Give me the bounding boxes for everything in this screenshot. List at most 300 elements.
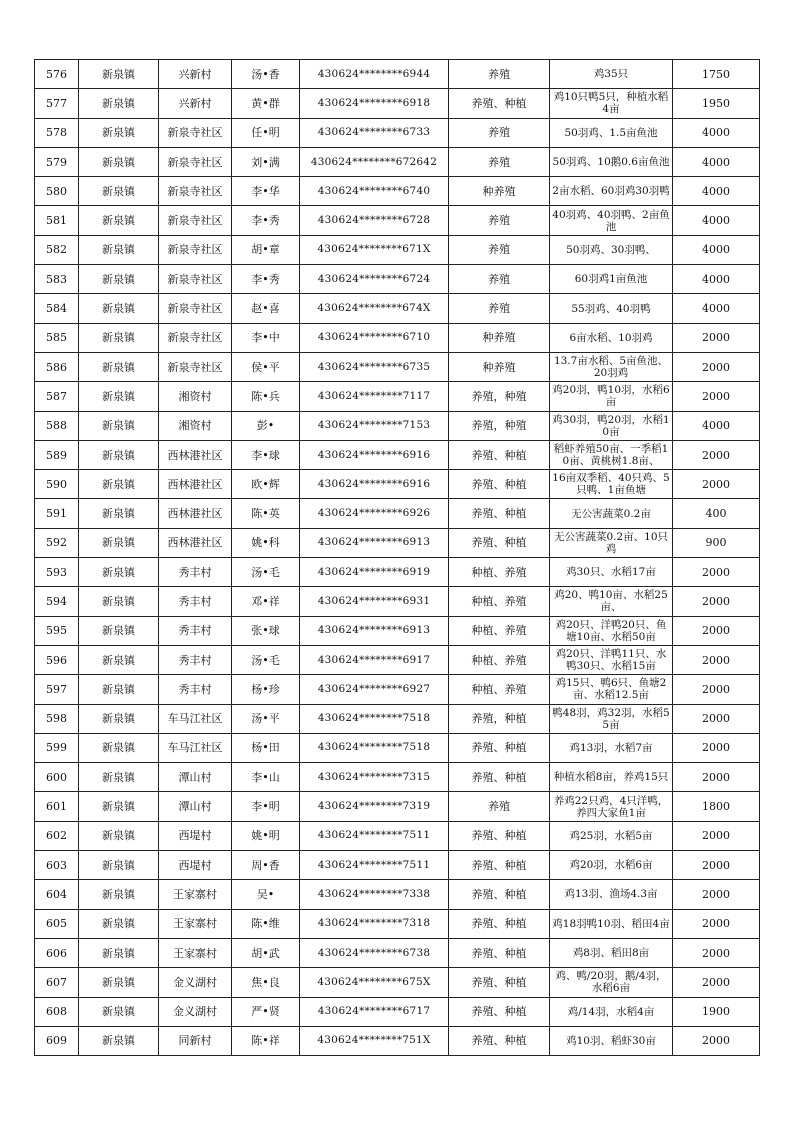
name-cell: 彭• bbox=[232, 411, 300, 440]
name-cell: 张•球 bbox=[232, 616, 300, 645]
row-number-cell: 597 bbox=[35, 675, 79, 704]
row-number-cell: 593 bbox=[35, 558, 79, 587]
type-cell: 养殖 bbox=[449, 792, 550, 821]
name-cell: 李•华 bbox=[232, 177, 300, 206]
type-cell: 种植、养殖 bbox=[449, 587, 550, 616]
amount-cell: 2000 bbox=[673, 909, 760, 938]
detail-cell: 鸡13羽、渔场4.3亩 bbox=[550, 880, 673, 909]
row-number-cell: 584 bbox=[35, 294, 79, 323]
name-cell: 姚•明 bbox=[232, 821, 300, 850]
row-number-cell: 586 bbox=[35, 352, 79, 381]
table-row bbox=[35, 177, 760, 206]
type-cell: 养殖 bbox=[449, 265, 550, 294]
row-number-cell: 594 bbox=[35, 587, 79, 616]
detail-cell: 55羽鸡、40羽鸭 bbox=[550, 294, 673, 323]
amount-cell: 4000 bbox=[673, 177, 760, 206]
type-cell: 养殖、种植 bbox=[449, 733, 550, 762]
type-cell: 养殖、种植 bbox=[449, 528, 550, 557]
name-cell: 李•秀 bbox=[232, 206, 300, 235]
village-cell: 新泉寺社区 bbox=[159, 235, 232, 264]
town-cell: 新泉镇 bbox=[79, 265, 159, 294]
amount-cell: 2000 bbox=[673, 382, 760, 411]
row-number-cell: 582 bbox=[35, 235, 79, 264]
village-cell: 新泉寺社区 bbox=[159, 118, 232, 147]
table-row bbox=[35, 558, 760, 587]
id-number-cell: 430624********672642 bbox=[300, 147, 449, 176]
type-cell: 养殖，种植 bbox=[449, 704, 550, 733]
detail-cell: 鸡20羽，水稻6亩 bbox=[550, 851, 673, 880]
row-number-cell: 608 bbox=[35, 997, 79, 1026]
id-number-cell: 430624********6724 bbox=[300, 265, 449, 294]
table-row bbox=[35, 997, 760, 1026]
id-number-cell: 430624********6740 bbox=[300, 177, 449, 206]
id-number-cell: 430624********6728 bbox=[300, 206, 449, 235]
name-cell: 周•香 bbox=[232, 851, 300, 880]
amount-cell: 2000 bbox=[673, 1026, 760, 1055]
detail-cell: 种植水稻8亩，养鸡15只 bbox=[550, 763, 673, 792]
type-cell: 养殖、种植 bbox=[449, 763, 550, 792]
table-row bbox=[35, 411, 760, 440]
table-row bbox=[35, 880, 760, 909]
amount-cell: 2000 bbox=[673, 587, 760, 616]
detail-cell: 13.7亩水稻、5亩鱼池、20羽鸡 bbox=[550, 352, 673, 381]
row-number-cell: 578 bbox=[35, 118, 79, 147]
id-number-cell: 430624********6927 bbox=[300, 675, 449, 704]
amount-cell: 2000 bbox=[673, 352, 760, 381]
table-row bbox=[35, 733, 760, 762]
id-number-cell: 430624********7318 bbox=[300, 909, 449, 938]
name-cell: 欧•辉 bbox=[232, 470, 300, 499]
name-cell: 任•明 bbox=[232, 118, 300, 147]
id-number-cell: 430624********6944 bbox=[300, 60, 449, 89]
id-number-cell: 430624********6913 bbox=[300, 616, 449, 645]
row-number-cell: 595 bbox=[35, 616, 79, 645]
town-cell: 新泉镇 bbox=[79, 851, 159, 880]
detail-cell: 鸡30只、水稻17亩 bbox=[550, 558, 673, 587]
amount-cell: 4000 bbox=[673, 147, 760, 176]
detail-cell: 鸡20羽，鸭10羽，水稻6亩 bbox=[550, 382, 673, 411]
row-number-cell: 599 bbox=[35, 733, 79, 762]
village-cell: 车马江社区 bbox=[159, 733, 232, 762]
village-cell: 新泉寺社区 bbox=[159, 294, 232, 323]
name-cell: 陈•兵 bbox=[232, 382, 300, 411]
type-cell: 养殖 bbox=[449, 294, 550, 323]
town-cell: 新泉镇 bbox=[79, 792, 159, 821]
town-cell: 新泉镇 bbox=[79, 235, 159, 264]
name-cell: 陈•英 bbox=[232, 499, 300, 528]
town-cell: 新泉镇 bbox=[79, 440, 159, 469]
village-cell: 王家寨村 bbox=[159, 880, 232, 909]
id-number-cell: 430624********6918 bbox=[300, 89, 449, 118]
village-cell: 新泉寺社区 bbox=[159, 206, 232, 235]
town-cell: 新泉镇 bbox=[79, 616, 159, 645]
amount-cell: 4000 bbox=[673, 265, 760, 294]
row-number-cell: 605 bbox=[35, 909, 79, 938]
amount-cell: 2000 bbox=[673, 880, 760, 909]
type-cell: 种养殖 bbox=[449, 352, 550, 381]
name-cell: 杨•珍 bbox=[232, 675, 300, 704]
id-number-cell: 430624********6919 bbox=[300, 558, 449, 587]
id-number-cell: 430624********671X bbox=[300, 235, 449, 264]
type-cell: 养殖、种植 bbox=[449, 821, 550, 850]
village-cell: 秀丰村 bbox=[159, 645, 232, 674]
detail-cell: 鸡30羽，鸭20羽，水稻10亩 bbox=[550, 411, 673, 440]
type-cell: 种植、养殖 bbox=[449, 675, 550, 704]
village-cell: 秀丰村 bbox=[159, 587, 232, 616]
row-number-cell: 603 bbox=[35, 851, 79, 880]
name-cell: 严•贤 bbox=[232, 997, 300, 1026]
type-cell: 养殖，种殖 bbox=[449, 382, 550, 411]
village-cell: 新泉寺社区 bbox=[159, 177, 232, 206]
town-cell: 新泉镇 bbox=[79, 558, 159, 587]
row-number-cell: 587 bbox=[35, 382, 79, 411]
name-cell: 黄•群 bbox=[232, 89, 300, 118]
row-number-cell: 596 bbox=[35, 645, 79, 674]
detail-cell: 鸡15只、鸭6只、鱼塘2亩、水稻12.5亩 bbox=[550, 675, 673, 704]
town-cell: 新泉镇 bbox=[79, 528, 159, 557]
table-row bbox=[35, 821, 760, 850]
table-row bbox=[35, 235, 760, 264]
detail-cell: 鸡20、鸭10亩、水稻25亩、 bbox=[550, 587, 673, 616]
id-number-cell: 430624********7518 bbox=[300, 704, 449, 733]
name-cell: 赵•喜 bbox=[232, 294, 300, 323]
town-cell: 新泉镇 bbox=[79, 968, 159, 997]
table-row bbox=[35, 528, 760, 557]
table-row bbox=[35, 499, 760, 528]
amount-cell: 1950 bbox=[673, 89, 760, 118]
town-cell: 新泉镇 bbox=[79, 587, 159, 616]
town-cell: 新泉镇 bbox=[79, 880, 159, 909]
amount-cell: 2000 bbox=[673, 440, 760, 469]
type-cell: 养殖 bbox=[449, 147, 550, 176]
name-cell: 汤•香 bbox=[232, 60, 300, 89]
name-cell: 杨•田 bbox=[232, 733, 300, 762]
name-cell: 李•明 bbox=[232, 792, 300, 821]
type-cell: 养殖、种植 bbox=[449, 938, 550, 967]
detail-cell: 50羽鸡、1.5亩鱼池 bbox=[550, 118, 673, 147]
amount-cell: 2000 bbox=[673, 851, 760, 880]
village-cell: 潭山村 bbox=[159, 763, 232, 792]
name-cell: 汤•毛 bbox=[232, 645, 300, 674]
table-row bbox=[35, 1026, 760, 1055]
table-row bbox=[35, 909, 760, 938]
town-cell: 新泉镇 bbox=[79, 147, 159, 176]
row-number-cell: 590 bbox=[35, 470, 79, 499]
detail-cell: 鸡20只、洋鸭11只、水鸭30只、水稻15亩 bbox=[550, 645, 673, 674]
town-cell: 新泉镇 bbox=[79, 118, 159, 147]
name-cell: 李•秀 bbox=[232, 265, 300, 294]
town-cell: 新泉镇 bbox=[79, 1026, 159, 1055]
detail-cell: 鸡25羽，水稻5亩 bbox=[550, 821, 673, 850]
amount-cell: 1900 bbox=[673, 997, 760, 1026]
village-cell: 湘资村 bbox=[159, 382, 232, 411]
village-cell: 秀丰村 bbox=[159, 616, 232, 645]
id-number-cell: 430624********7117 bbox=[300, 382, 449, 411]
amount-cell: 4000 bbox=[673, 118, 760, 147]
name-cell: 胡•武 bbox=[232, 938, 300, 967]
type-cell: 养殖、种植 bbox=[449, 1026, 550, 1055]
amount-cell: 4000 bbox=[673, 206, 760, 235]
town-cell: 新泉镇 bbox=[79, 821, 159, 850]
village-cell: 新泉寺社区 bbox=[159, 323, 232, 352]
detail-cell: 养鸡22只鸡，4只洋鸭，养四大家鱼1亩 bbox=[550, 792, 673, 821]
type-cell: 养殖，种殖 bbox=[449, 411, 550, 440]
table-row bbox=[35, 147, 760, 176]
id-number-cell: 430624********6916 bbox=[300, 470, 449, 499]
detail-cell: 无公害蔬菜0.2亩 bbox=[550, 499, 673, 528]
name-cell: 陈•祥 bbox=[232, 1026, 300, 1055]
town-cell: 新泉镇 bbox=[79, 645, 159, 674]
id-number-cell: 430624********6717 bbox=[300, 997, 449, 1026]
amount-cell: 900 bbox=[673, 528, 760, 557]
village-cell: 西林港社区 bbox=[159, 470, 232, 499]
table-row bbox=[35, 616, 760, 645]
id-number-cell: 430624********7319 bbox=[300, 792, 449, 821]
detail-cell: 鸭48羽，鸡32羽，水稻55亩 bbox=[550, 704, 673, 733]
amount-cell: 2000 bbox=[673, 323, 760, 352]
name-cell: 胡•章 bbox=[232, 235, 300, 264]
row-number-cell: 601 bbox=[35, 792, 79, 821]
village-cell: 西堤村 bbox=[159, 821, 232, 850]
detail-cell: 稻虾养殖50亩、一季稻10亩、黄桃树1.8亩、 bbox=[550, 440, 673, 469]
town-cell: 新泉镇 bbox=[79, 997, 159, 1026]
town-cell: 新泉镇 bbox=[79, 938, 159, 967]
table-row bbox=[35, 763, 760, 792]
detail-cell: 鸡35只 bbox=[550, 60, 673, 89]
town-cell: 新泉镇 bbox=[79, 177, 159, 206]
detail-cell: 鸡18羽鸭10羽、稻田4亩 bbox=[550, 909, 673, 938]
amount-cell: 2000 bbox=[673, 821, 760, 850]
row-number-cell: 607 bbox=[35, 968, 79, 997]
type-cell: 养殖、种植 bbox=[449, 997, 550, 1026]
type-cell: 种植、养殖 bbox=[449, 645, 550, 674]
id-number-cell: 430624********6916 bbox=[300, 440, 449, 469]
detail-cell: 60羽鸡1亩鱼池 bbox=[550, 265, 673, 294]
village-cell: 西林港社区 bbox=[159, 499, 232, 528]
amount-cell: 1800 bbox=[673, 792, 760, 821]
name-cell: 姚•科 bbox=[232, 528, 300, 557]
id-number-cell: 430624********7511 bbox=[300, 821, 449, 850]
village-cell: 秀丰村 bbox=[159, 675, 232, 704]
amount-cell: 4000 bbox=[673, 294, 760, 323]
subsidy-table bbox=[34, 59, 760, 1056]
table-row bbox=[35, 352, 760, 381]
detail-cell: 16亩双季稻、40只鸡、5只鸭、1亩鱼塘 bbox=[550, 470, 673, 499]
amount-cell: 1750 bbox=[673, 60, 760, 89]
row-number-cell: 580 bbox=[35, 177, 79, 206]
table-row bbox=[35, 704, 760, 733]
type-cell: 养殖、种植 bbox=[449, 880, 550, 909]
table-row bbox=[35, 675, 760, 704]
amount-cell: 2000 bbox=[673, 733, 760, 762]
name-cell: 邓•祥 bbox=[232, 587, 300, 616]
type-cell: 种植、养殖 bbox=[449, 616, 550, 645]
row-number-cell: 598 bbox=[35, 704, 79, 733]
amount-cell: 2000 bbox=[673, 470, 760, 499]
village-cell: 金义湖村 bbox=[159, 968, 232, 997]
amount-cell: 4000 bbox=[673, 411, 760, 440]
detail-cell: 鸡13羽，水稻7亩 bbox=[550, 733, 673, 762]
table-row bbox=[35, 265, 760, 294]
type-cell: 养殖 bbox=[449, 118, 550, 147]
village-cell: 王家寨村 bbox=[159, 909, 232, 938]
row-number-cell: 585 bbox=[35, 323, 79, 352]
town-cell: 新泉镇 bbox=[79, 704, 159, 733]
village-cell: 西堤村 bbox=[159, 851, 232, 880]
detail-cell: 鸡20只、洋鸭20只、鱼塘10亩、水稻50亩 bbox=[550, 616, 673, 645]
name-cell: 吴• bbox=[232, 880, 300, 909]
table-row bbox=[35, 323, 760, 352]
amount-cell: 2000 bbox=[673, 616, 760, 645]
id-number-cell: 430624********7518 bbox=[300, 733, 449, 762]
town-cell: 新泉镇 bbox=[79, 411, 159, 440]
row-number-cell: 602 bbox=[35, 821, 79, 850]
row-number-cell: 579 bbox=[35, 147, 79, 176]
row-number-cell: 583 bbox=[35, 265, 79, 294]
id-number-cell: 430624********6710 bbox=[300, 323, 449, 352]
table-row bbox=[35, 440, 760, 469]
village-cell: 秀丰村 bbox=[159, 558, 232, 587]
amount-cell: 2000 bbox=[673, 763, 760, 792]
detail-cell: 鸡/14羽，水稻4亩 bbox=[550, 997, 673, 1026]
table-row bbox=[35, 470, 760, 499]
name-cell: 侯•平 bbox=[232, 352, 300, 381]
town-cell: 新泉镇 bbox=[79, 352, 159, 381]
town-cell: 新泉镇 bbox=[79, 294, 159, 323]
type-cell: 养殖、种植 bbox=[449, 499, 550, 528]
row-number-cell: 604 bbox=[35, 880, 79, 909]
detail-cell: 鸡10只鸭5只，种植水稻4亩 bbox=[550, 89, 673, 118]
row-number-cell: 576 bbox=[35, 60, 79, 89]
table-row bbox=[35, 89, 760, 118]
village-cell: 新泉寺社区 bbox=[159, 147, 232, 176]
row-number-cell: 581 bbox=[35, 206, 79, 235]
village-cell: 西林港社区 bbox=[159, 528, 232, 557]
detail-cell: 鸡10羽、稻虾30亩 bbox=[550, 1026, 673, 1055]
name-cell: 李•球 bbox=[232, 440, 300, 469]
amount-cell: 2000 bbox=[673, 704, 760, 733]
type-cell: 种植、养殖 bbox=[449, 558, 550, 587]
amount-cell: 400 bbox=[673, 499, 760, 528]
id-number-cell: 430624********7153 bbox=[300, 411, 449, 440]
town-cell: 新泉镇 bbox=[79, 206, 159, 235]
name-cell: 汤•平 bbox=[232, 704, 300, 733]
village-cell: 车马江社区 bbox=[159, 704, 232, 733]
amount-cell: 4000 bbox=[673, 235, 760, 264]
town-cell: 新泉镇 bbox=[79, 382, 159, 411]
detail-cell: 无公害蔬菜0.2亩、10只鸡 bbox=[550, 528, 673, 557]
table-row bbox=[35, 206, 760, 235]
type-cell: 养殖 bbox=[449, 235, 550, 264]
detail-cell: 50羽鸡、30羽鸭、 bbox=[550, 235, 673, 264]
id-number-cell: 430624********6931 bbox=[300, 587, 449, 616]
table-row bbox=[35, 968, 760, 997]
id-number-cell: 430624********7511 bbox=[300, 851, 449, 880]
type-cell: 养殖 bbox=[449, 206, 550, 235]
table-row bbox=[35, 938, 760, 967]
village-cell: 同新村 bbox=[159, 1026, 232, 1055]
table-row bbox=[35, 118, 760, 147]
type-cell: 养殖、种植 bbox=[449, 968, 550, 997]
type-cell: 种养殖 bbox=[449, 177, 550, 206]
id-number-cell: 430624********6733 bbox=[300, 118, 449, 147]
id-number-cell: 430624********675X bbox=[300, 968, 449, 997]
id-number-cell: 430624********674X bbox=[300, 294, 449, 323]
name-cell: 汤•毛 bbox=[232, 558, 300, 587]
table-row bbox=[35, 851, 760, 880]
town-cell: 新泉镇 bbox=[79, 89, 159, 118]
row-number-cell: 591 bbox=[35, 499, 79, 528]
id-number-cell: 430624********7315 bbox=[300, 763, 449, 792]
village-cell: 潭山村 bbox=[159, 792, 232, 821]
id-number-cell: 430624********6926 bbox=[300, 499, 449, 528]
row-number-cell: 589 bbox=[35, 440, 79, 469]
type-cell: 养殖、种植 bbox=[449, 851, 550, 880]
table-body bbox=[35, 60, 760, 1056]
id-number-cell: 430624********6917 bbox=[300, 645, 449, 674]
type-cell: 养殖 bbox=[449, 60, 550, 89]
village-cell: 金义湖村 bbox=[159, 997, 232, 1026]
village-cell: 王家寨村 bbox=[159, 938, 232, 967]
amount-cell: 2000 bbox=[673, 968, 760, 997]
name-cell: 陈•维 bbox=[232, 909, 300, 938]
village-cell: 湘资村 bbox=[159, 411, 232, 440]
id-number-cell: 430624********751X bbox=[300, 1026, 449, 1055]
type-cell: 养殖、种植 bbox=[449, 89, 550, 118]
village-cell: 西林港社区 bbox=[159, 440, 232, 469]
amount-cell: 2000 bbox=[673, 938, 760, 967]
type-cell: 种养殖 bbox=[449, 323, 550, 352]
table-row bbox=[35, 294, 760, 323]
table-row bbox=[35, 60, 760, 89]
table-row bbox=[35, 645, 760, 674]
name-cell: 李•山 bbox=[232, 763, 300, 792]
detail-cell: 2亩水稻、60羽鸡30羽鸭 bbox=[550, 177, 673, 206]
detail-cell: 6亩水稻、10羽鸡 bbox=[550, 323, 673, 352]
village-cell: 兴新村 bbox=[159, 89, 232, 118]
id-number-cell: 430624********6738 bbox=[300, 938, 449, 967]
town-cell: 新泉镇 bbox=[79, 675, 159, 704]
amount-cell: 2000 bbox=[673, 675, 760, 704]
town-cell: 新泉镇 bbox=[79, 60, 159, 89]
town-cell: 新泉镇 bbox=[79, 763, 159, 792]
detail-cell: 鸡8羽、稻田8亩 bbox=[550, 938, 673, 967]
id-number-cell: 430624********7338 bbox=[300, 880, 449, 909]
town-cell: 新泉镇 bbox=[79, 733, 159, 762]
town-cell: 新泉镇 bbox=[79, 909, 159, 938]
detail-cell: 50羽鸡、10鹅0.6亩鱼池 bbox=[550, 147, 673, 176]
detail-cell: 鸡、鸭/20羽，鹅/4羽，水稻6亩 bbox=[550, 968, 673, 997]
type-cell: 养殖、种植 bbox=[449, 440, 550, 469]
table-row bbox=[35, 587, 760, 616]
row-number-cell: 577 bbox=[35, 89, 79, 118]
id-number-cell: 430624********6913 bbox=[300, 528, 449, 557]
village-cell: 兴新村 bbox=[159, 60, 232, 89]
town-cell: 新泉镇 bbox=[79, 470, 159, 499]
town-cell: 新泉镇 bbox=[79, 323, 159, 352]
row-number-cell: 600 bbox=[35, 763, 79, 792]
name-cell: 李•中 bbox=[232, 323, 300, 352]
id-number-cell: 430624********6735 bbox=[300, 352, 449, 381]
village-cell: 新泉寺社区 bbox=[159, 352, 232, 381]
village-cell: 新泉寺社区 bbox=[159, 265, 232, 294]
town-cell: 新泉镇 bbox=[79, 499, 159, 528]
name-cell: 刘•满 bbox=[232, 147, 300, 176]
table-row bbox=[35, 792, 760, 821]
row-number-cell: 592 bbox=[35, 528, 79, 557]
amount-cell: 2000 bbox=[673, 558, 760, 587]
amount-cell: 2000 bbox=[673, 645, 760, 674]
